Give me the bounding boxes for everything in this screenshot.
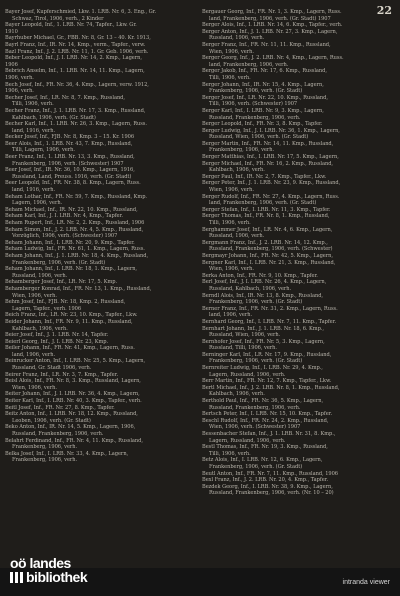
text-line: Berger Karl, Inf., I. LRB. Nr. 9, 3. Kmp., Lagern, <box>202 107 324 114</box>
text-line: Bebrich Anselm, Inf., 1. LRB. Nr. 14, 11. Kmp., Lagern, <box>5 68 145 75</box>
right-text-column <box>202 9 392 497</box>
text-line: Bessenbacher Stefan, Inf., J. 1. LRB. Nr. 31, 8. Kmp., <box>202 431 336 437</box>
text-line: land, 1906, verh. <box>209 312 253 319</box>
text-line: Beber Leopold, Inf., J. I. LRB. Nr. 14, 2. Kmp., Lagern, <box>5 55 142 62</box>
text-line: Russland, Tilli, 1906, verh. <box>209 345 277 352</box>
text-line: Russland, Kahlbach, 1906, verh. <box>209 285 292 292</box>
viewer-brand[interactable]: intranda viewer <box>342 579 390 586</box>
library-logo[interactable] <box>10 556 87 584</box>
text-line: Beirer Franz, Inf., LR. Nr. 3, 7. Kmp., Tapfer. <box>5 371 119 378</box>
text-line: Wien, 1906, verh. <box>209 187 254 194</box>
text-line: Berninger Karl, Inf., LR. Nr. 17, 9. Kmp., Russland, <box>202 351 332 358</box>
text-line: Bertl Michael, Inf., J. 2. LRB. Nr. 8, 1. Kmp., Russland, <box>202 384 340 391</box>
text-line: Bergmann Franz, Inf., J. 2. LRB. Nr. 14, 12. Kmp., <box>202 239 328 246</box>
text-line: Kahlbach, 1906, verh. <box>12 325 68 332</box>
text-line: Bernreiter Ludwig, Inf., I. LRB. Nr. 29, 4. Kmp., <box>202 365 323 372</box>
text-line: Bayrl Franz, Inf., IR. Nr. 14, Kmp., verm., Tapfer., verw. <box>5 41 146 48</box>
text-line: Kahlbach, 1906, verh. <box>209 391 265 398</box>
text-line: Berka Anton, Inf., FR. Nr. 9, 10. Kmp., Tapfer. <box>202 272 318 279</box>
text-line: Berger Paul, Inf., IR. Nr. 2, 7. Kmp., Tapfer., Lkw. <box>202 173 327 180</box>
text-line: Berger Rudolf, Inf., FR. Nr. 27, 4. Kmp., Lagern, Russ. <box>202 193 340 200</box>
text-line: Beer Franz, Inf., 1. LRB. Nr. 13, 3. Kmp., Russland, <box>5 154 135 161</box>
text-line: Bergner Karl, Inf., I. LRB. Nr. 21, 3. Kmp., Russland, <box>202 259 336 266</box>
text-line: Bech Josef, Inf., FR. Nr. 36, 4. Kmp., Lagern, verw. 1912, <box>5 81 149 88</box>
text-line: Beich Franz, Inf., LR. Nr. 23, 10. Kmp., Tapfer., Lkw. <box>5 312 138 319</box>
text-line: Berndl Alois, Inf., IR. Nr. 13, 8. Kmp., Russland, <box>202 292 323 299</box>
text-line: Beer Leopold, Inf., FR. Nr. 38, 8. Kmp., Lagern, Russ. <box>5 180 141 187</box>
text-line: Bergmayr Johann, Inf., FR. Nr. 42, 5. Kmp., Lagern, <box>202 252 333 259</box>
text-line: Bertsch Peter, Inf., I. LRB. Nr. 15, 10. Kmp., Tapfer. <box>202 411 333 418</box>
text-line: land, Frankenberg, 1906, verh. (Gr. Stadt) <box>209 200 317 207</box>
text-line: Berger Peter, Inf., J. 1. LRB. Nr. 23, 9. Kmp., Russland, <box>202 180 341 187</box>
page-number: 22 <box>376 4 392 17</box>
text-line: Beiter Karl, Inf., I. LRB. Nr. 40, 3. Kmp., Tapfer., verh. <box>5 398 142 405</box>
text-line: Wien, 1906, verh. <box>209 48 254 55</box>
text-line: Berger Thomas, Inf., FR. Nr. 8, 1. Kmp., Russland, <box>202 213 330 220</box>
text-line: Betz Alois, Inf., I. LRB. Nr. 12, 6. Kmp., Lagern, <box>202 457 323 464</box>
text-line: Beschl Rudolf, Inf., FR. Nr. 24, 2. Kmp., Russland, <box>202 417 329 424</box>
text-line: Beierl Georg, Inf., J. I. LRB. Nr. 23, Kmp. <box>5 338 109 345</box>
text-line: Leoben, 1906, verh. (Gr. Stadt) <box>12 417 91 424</box>
text-line: Frankenberg, 1906, verh. (Gr. Stadt) <box>209 88 303 95</box>
text-line: Frankenberg, 1906, verh. <box>12 444 78 451</box>
text-line: Beier Josef, Inf., J. 1. LRB. Nr. 14, Tapfer. <box>5 332 109 339</box>
text-line: Vorzüglich, 1906, verh. (Schwester) 1907 <box>12 233 118 240</box>
text-line: Tilli, 1906, verh. <box>12 101 54 108</box>
text-line: Russland, Gr. Stadt 1906, verh. <box>12 365 92 372</box>
text-line: Berger Josef, Inf., LR. Nr. 22, 10. Kmp., Russland, <box>202 94 328 101</box>
text-line: Beider Johann, Inf., FR. Nr. 9, 11. Kmp., Russland, <box>5 318 133 325</box>
logo-bars-icon <box>10 572 23 583</box>
text-line: Frankenberg, 1906, verh. (Gr. Stadt) <box>209 463 303 470</box>
text-line: Bernhart Johann, Inf., J. 1. LRB. Nr. 18, 6. Kmp., <box>202 325 324 332</box>
text-line: Russland, Frankenberg, 1906, verh. <box>209 404 301 411</box>
text-line: Becher Josef, Inf., LR. Nr. 8, 7. Kmp., Russland, <box>5 94 125 101</box>
text-line: Beutl Anton, Inf., FR. Nr. 7, 11. Kmp., Russland, 1906 <box>202 470 338 477</box>
text-line: Lagern, 1906, verh. <box>12 200 63 207</box>
text-line: Berger Michael, Inf., FR. Nr. 16, 2. Kmp., Russland, <box>202 160 333 167</box>
text-line: 1906 <box>5 61 18 68</box>
logo-line-2: bibliothek <box>26 569 88 585</box>
text-line: Beham Karl, Inf., J. I. LRB. Nr. 4, Kmp., Tapfer. <box>5 213 123 220</box>
text-line: Lagern, Russland, 1906, verh. <box>209 437 286 444</box>
text-line: Beham Johann, Inf., I. LRB. Nr. 20, 9. Kmp., Tapfer. <box>5 239 135 246</box>
text-line: Wien, 1906, verh. <box>12 292 57 299</box>
text-line: Berger Alois, Inf., I. LRB. Nr. 14, 6. Kmp., Tapfer., verh. <box>202 22 343 29</box>
text-line: Beham Johann, Inf., I. LRB. Nr. 18, 1. Kmp., Lagern, <box>5 266 138 273</box>
text-line: Berr Martin, Inf., FR. Nr. 12, 7. Kmp., Tapfer., Lkw. <box>202 378 332 385</box>
text-line: Russland, Wien, 1906, verh. <box>209 332 281 339</box>
text-line: Behamberger Konrad, Inf., FR. Nr. 13, 1. Kmp., Russland, <box>5 285 152 292</box>
text-line: Bestl Thomas, Inf., FR. Nr. 19, 3. Kmp., Russland, <box>202 444 328 451</box>
text-line: Bazl Franz, Inf., J. 2. LRB. Nr. 11, 1. Gr. Geb. 1906, verh. <box>5 48 149 55</box>
text-line: Bayer Leopold, Inf., 1. LRB. Nr. 74, Tapfer., Lkw. Gr. <box>5 22 137 29</box>
text-line: Bernhofer Josef, Inf., FR. Nr. 5, 3. Kmp., Lagern, <box>202 338 325 345</box>
text-line: Beham Michael, Inf., IR. Nr. 22, 10. Kmp., Russland, <box>5 206 138 213</box>
text-line: Bernhard Georg, Inf., I. LRB. Nr. 7, 11. Kmp., Tapfer. <box>202 318 337 325</box>
text-line: 1906, verh. <box>5 74 34 81</box>
text-line: Tilli, 1906, verh. <box>209 450 251 457</box>
text-line: Berthold Paul, Inf., FR. Nr. 36, 5. Kmp., Lagern, <box>202 398 324 405</box>
text-line: Frankenberg, 1906, verh. (Gr. Stadt) <box>209 299 303 306</box>
text-line: 1906, verh. <box>5 88 34 95</box>
text-line: Lagern, Russland, 1906, verh. <box>209 371 286 378</box>
text-line: Lagern, Tapfer., verh. 1906 <box>12 305 82 312</box>
text-line: Beham Lothar, Inf., FR. Nr. 59, 7. Kmp., Russland, Kmp. <box>5 193 147 200</box>
text-line: Russland, Frankenberg, 1906, verh. (Nr. 10 – 20) <box>209 490 334 497</box>
text-line: Wien, 1906, verh. <box>209 266 254 273</box>
logo-line-1: oö landes <box>10 555 71 571</box>
text-line: Schwaz, Tirol, 1906, verh., 2 Kinder <box>12 15 104 22</box>
text-line: Becher Karl, Inf., 1. LRB. Nr. 26, 3. Kmp., Lagern, Russ. <box>5 121 147 128</box>
text-line: Bezdek Georg, Inf., I. LRB. Nr. 38, 9. Kmp., Lagern, <box>202 483 333 490</box>
text-line: land, Frankenberg, 1906, verh. <box>209 61 289 68</box>
text-line: Bergauer Georg, Inf., FR. Nr. 1, 3. Kmp., Lagern, Russ. <box>202 9 342 15</box>
text-line: Bayer Josef, Kupferschmied, Lkw. 1. LRB. Nr. 6, 3. Eng., Gr. <box>5 9 157 15</box>
text-line: Beisl Alois, Inf., FR. Nr. 8, 3. Kmp., Russland, Lagern, <box>5 378 141 385</box>
text-line: Russland, Frankenberg, 1906, verh. <box>209 114 301 121</box>
text-line: Frankenberg, 1906, verh. (Schwester) 1907 <box>12 160 124 167</box>
text-line: Bayrhuber Michael, Gr., FBB. Nr. 8, Gr. 13 – 40. Kr. 1913, <box>5 35 151 42</box>
text-line: Berger Leopold, Inf., FR. Nr. 3, 8. Kmp., Tapfer. <box>202 121 323 128</box>
text-line: Russland, Wien, 1906, verh. (Gr. Stadt) <box>209 134 309 141</box>
text-line: land, 1906, verh. <box>12 351 56 358</box>
text-line: Behamberger Josef, Inf., LR. Nr. 17, 5. Kmp. <box>5 279 118 286</box>
text-line: Beiler Johann, Inf., FR. Nr. 41, Kmp., Lagern, Russ. <box>5 345 135 352</box>
text-line: Berger Anton, Inf., J. 1. LRB. Nr. 27, 3. Kmp., Lagern, <box>202 28 338 35</box>
text-line: Belahrt Ferdinand, Inf., FR. Nr. 4, 11. Kmp., Russland, <box>5 437 143 444</box>
text-line: Berger Martin, Inf., FR. Nr. 14, 11. Kmp., Russland, <box>202 140 334 147</box>
text-line: Wien, 1906, verh. <box>12 384 57 391</box>
text-line: Berger Franz, Inf., FR. Nr. 11, 11. Kmp., Russland, <box>202 41 331 48</box>
text-line: Kahlbach, 1906, verh. (Gr. Stadt) <box>12 114 96 121</box>
text-line: Berger Jakob, Inf., FR. Nr. 17, 6. Kmp., Russland, <box>202 68 327 75</box>
text-line: Beitz Anton, Inf., I. LRB. Nr. 18, 12. Kmp., Russland, <box>5 411 138 418</box>
text-line: Russland, Land, Preuss. 1916, verh. (Gr. Stadt) <box>12 173 132 180</box>
text-line: Russland, Frankenberg, 1906, verh. (Schwester) <box>209 246 333 253</box>
text-line: Kahlbach, 1906, verh. <box>209 167 265 174</box>
text-line: Russland, 1906, verh. <box>209 35 265 42</box>
text-line: Beer Josef, Inf., IR. Nr. 36, 10. Kmp., Lagern, 1916, <box>5 167 135 174</box>
text-line: Berger Matthias, Inf., I. LRB. Nr. 17, 5. Kmp., Lagern, <box>202 154 339 161</box>
text-line: Belka Josef, Inf., I. LRB. Nr. 33, 4. Kmp., Lagern, <box>5 450 129 457</box>
text-line: Beham Johann, Inf., J. 1. LRB. Nr. 18, 4. Kmp., Russland, <box>5 252 149 259</box>
text-line: land, 1916, verh. <box>12 127 56 134</box>
text-line: Russland, 1906, verh. <box>12 272 68 279</box>
text-line: Beer Alois, Inf., 1. LRB. Nr. 43, 7. Kmp., Russland, <box>5 140 133 147</box>
text-line: Becker Josef, Inf., FJB. Nr. 8, Kmp. 3 – 15. Kr. 1906 <box>5 134 135 141</box>
text-line: Tilli, 1906, verh. <box>209 74 251 81</box>
text-line: Frankenberg, 1906, verh. <box>12 457 78 464</box>
left-text-column <box>5 9 195 464</box>
text-line: Beham Ludwig, Inf., FR. Nr. 61, 1. Kmp., Lagern, Russ. <box>5 246 145 253</box>
text-line: Berger Johann, Inf., IR. Nr. 15, 4. Kmp., Lagern, <box>202 81 324 88</box>
text-line: Tilli, Lagern, 1906, verh. <box>12 147 75 154</box>
text-line: Beitl Josef, Inf., FR. Nr. 27, 8. Kmp., Tapfer. <box>5 404 115 411</box>
text-line: Wien, 1906, verh. (Schwester) 1907 <box>209 424 301 431</box>
text-line: Berger Stefan, Inf., I. LRB. Nr. 11, 3. Kmp., Tapfer. <box>202 206 331 213</box>
text-line: Beham Simon, Inf., J. 2. LRB. Nr. 4, 5. Kmp., Russland, <box>5 226 144 233</box>
text-line: Bexl Franz, Inf., J. 2. LRB. Nr. 20, 4. Kmp., Tapfer. <box>202 477 329 484</box>
text-line: land, 1916, verh. <box>12 187 56 194</box>
text-line: Berger Ludwig, Inf., J. I. LRB. Nr. 36, 1. Kmp., Lagern, <box>202 127 340 134</box>
text-line: Frankenberg, 1906, verh. (Gr. Stadt) <box>12 259 106 266</box>
text-line: Beham Rupert, Inf., LR. Nr. 2, 2. Kmp., Russland, 1906 <box>5 220 145 226</box>
text-line: Berghammer Josef, Inf., LR. Nr. 4, 6. Kmp., Lagern, <box>202 226 333 233</box>
text-line: 1910 <box>5 28 18 35</box>
text-line: Beiter Johann, Inf., J. I. LRB. Nr. 36, 4. Kmp., Lagern, <box>5 391 140 398</box>
text-line: Tilli, 1906, verh. (Schwester) 1907 <box>209 101 298 108</box>
text-line: Berger Georg, Inf., J. 2. LRB. Nr. 4, Kmp., Lagern, Russ. <box>202 55 344 62</box>
text-line: Frankenberg, 1906, verh. (Gr. Stadt) <box>209 358 303 365</box>
text-line: Berner Franz, Inf., FR. Nr. 31, 2. Kmp., Lagern, Russ. <box>202 305 338 312</box>
text-line: Becher Franz, Inf., J. 1. LRB. Nr. 17, 3. Kmp., Russland, <box>5 107 146 114</box>
text-line: Beinrucker Anton, Inf., I. LRB. Nr. 25, 5. Kmp., Lagern, <box>5 358 146 365</box>
text-line: Russland, 1906, verh. <box>209 233 265 240</box>
text-line: Tilli, 1906, verh. <box>209 220 251 226</box>
text-line: Frankenberg, 1906, verh. <box>209 147 275 154</box>
text-line: Beko Anton, Inf., IR. Nr. 14, 5. Kmp., Lagern, 1906, <box>5 424 136 431</box>
text-line: Russland, Frankenberg, 1906, verh. <box>12 431 104 437</box>
text-line: land, Frankenberg, 1906, verh. (Gr. Stadt) 1907 <box>209 15 331 22</box>
text-line: Berl Josef, Inf., J. I. LRB. Nr. 26, 4. Kmp., Lagern, <box>202 279 327 286</box>
text-line: Behm Josef, Inf., FJB. Nr. 18, Kmp. 2, Russland, <box>5 299 126 306</box>
